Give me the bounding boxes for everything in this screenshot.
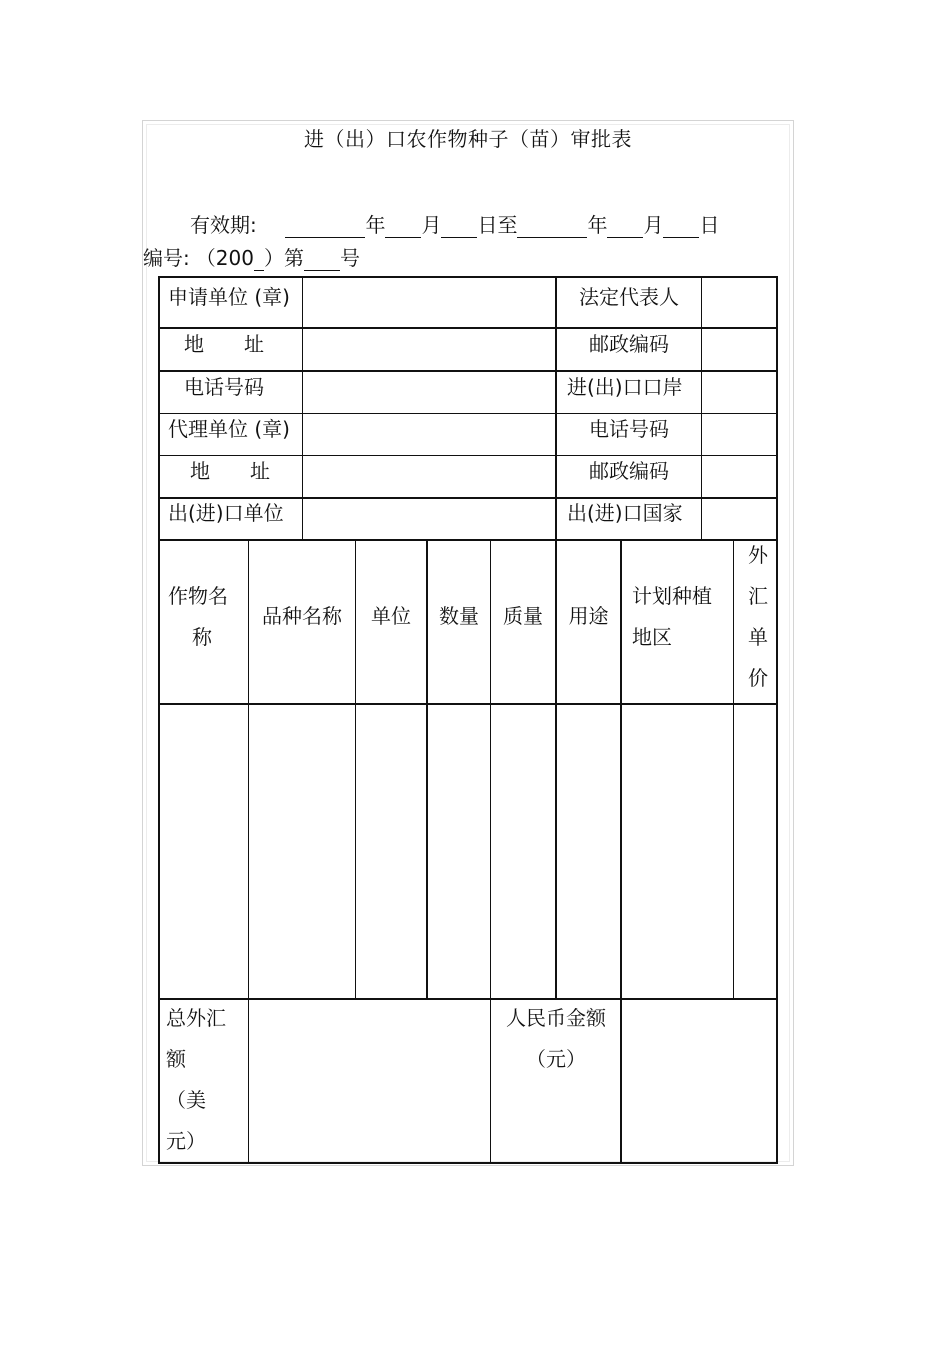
validity-day-end: 日 [699, 213, 720, 237]
label-applicant: 申请单位 (章) [168, 285, 290, 309]
label-phone-2: 电话号码 [589, 417, 669, 441]
header-usage: 用途 [568, 604, 609, 628]
label-export-country: 出(进)口国家 [567, 501, 683, 525]
header-unit: 单位 [371, 604, 411, 628]
field-port[interactable] [702, 372, 776, 413]
label-fx-total [166, 998, 226, 1162]
validity-day-to: 日至 [477, 213, 518, 237]
field-address-1[interactable] [302, 329, 555, 370]
serial-line [143, 245, 360, 271]
header-fx-line1: 外 [748, 543, 768, 567]
header-planting-area-line2: 地区 [632, 625, 672, 649]
label-rmb-total-line1: 人民币金额 [506, 1006, 606, 1030]
header-crop-name-line2: 称 [192, 625, 212, 649]
validity-month-end: 月 [643, 213, 664, 237]
header-quantity: 数量 [439, 604, 479, 628]
field-phone-1[interactable] [302, 372, 555, 413]
validity-day-end-blank[interactable] [663, 217, 699, 238]
field-quality[interactable] [491, 705, 555, 998]
label-phone-1: 电话号码 [184, 375, 264, 399]
header-planting-area-line1: 计划种植 [632, 584, 712, 608]
validity-month-start: 月 [421, 213, 442, 237]
field-legal-rep[interactable] [702, 278, 776, 327]
validity-line [190, 212, 719, 238]
field-applicant[interactable] [302, 278, 555, 327]
label-export-unit: 出(进)口单位 [168, 501, 284, 525]
header-fx-line3: 单 [748, 625, 768, 649]
header-fx-unit-price [748, 535, 768, 699]
validity-month-start-blank[interactable] [385, 217, 421, 238]
label-fx-total-line2: 额 [166, 1047, 186, 1071]
serial-di: 第 [283, 246, 304, 270]
header-fx-line4: 价 [748, 666, 768, 690]
field-quantity[interactable] [428, 705, 490, 998]
field-variety[interactable] [249, 705, 355, 998]
detail-top-border [158, 539, 778, 541]
field-address-2[interactable] [302, 456, 555, 497]
serial-year-prefix: （200 [195, 246, 254, 270]
label-port: 进(出)口口岸 [567, 375, 683, 399]
field-phone-2[interactable] [702, 414, 776, 455]
field-crop-name[interactable] [160, 705, 248, 998]
field-postcode-1[interactable] [702, 329, 776, 370]
label-address-2: 地 址 [190, 459, 270, 483]
field-rmb-total[interactable] [622, 1000, 776, 1162]
serial-hao: 号 [339, 246, 360, 270]
header-quality: 质量 [503, 604, 543, 628]
label-fx-total-line4: 元） [166, 1129, 206, 1153]
form-title: 进（出）口农作物种子（苗）审批表 [304, 127, 632, 151]
header-planting-area [632, 576, 712, 658]
serial-year-blank[interactable] [254, 250, 264, 271]
validity-month-end-blank[interactable] [607, 217, 643, 238]
field-postcode-2[interactable] [702, 456, 776, 497]
label-legal-rep: 法定代表人 [579, 285, 679, 309]
label-address-1: 地 址 [184, 332, 264, 356]
field-fx-total[interactable] [249, 1000, 490, 1162]
field-export-country[interactable] [702, 499, 776, 539]
label-postcode-1: 邮政编码 [589, 332, 669, 356]
field-usage[interactable] [557, 705, 620, 998]
serial-paren-close: ） [263, 246, 284, 270]
validity-label: 有效期: [190, 213, 257, 237]
field-fx-unit-price[interactable] [734, 705, 776, 998]
table-right-border [776, 276, 778, 1164]
validity-year-end-blank[interactable] [517, 217, 587, 238]
validity-year-start: 年 [365, 213, 386, 237]
label-fx-total-line1: 总外汇 [166, 1006, 226, 1030]
label-rmb-total [492, 998, 620, 1080]
validity-year-end: 年 [587, 213, 608, 237]
header-crop-name-line1: 作物名 [168, 584, 228, 608]
field-export-unit[interactable] [302, 499, 555, 539]
table-bottom-border [158, 1162, 778, 1164]
validity-day-start-blank[interactable] [441, 217, 477, 238]
label-rmb-total-line2: （元） [526, 1047, 586, 1071]
label-postcode-2: 邮政编码 [589, 459, 669, 483]
serial-number-blank[interactable] [304, 250, 340, 271]
field-planting-area[interactable] [622, 705, 733, 998]
serial-label: 编号: [143, 246, 190, 270]
field-agent[interactable] [302, 414, 555, 455]
label-agent: 代理单位 (章) [168, 417, 290, 441]
header-crop-name [168, 576, 228, 658]
label-fx-total-line3: （美 [166, 1088, 206, 1112]
header-variety: 品种名称 [262, 604, 342, 628]
field-unit[interactable] [356, 705, 426, 998]
validity-year-start-blank[interactable] [285, 217, 365, 238]
header-fx-line2: 汇 [748, 584, 768, 608]
